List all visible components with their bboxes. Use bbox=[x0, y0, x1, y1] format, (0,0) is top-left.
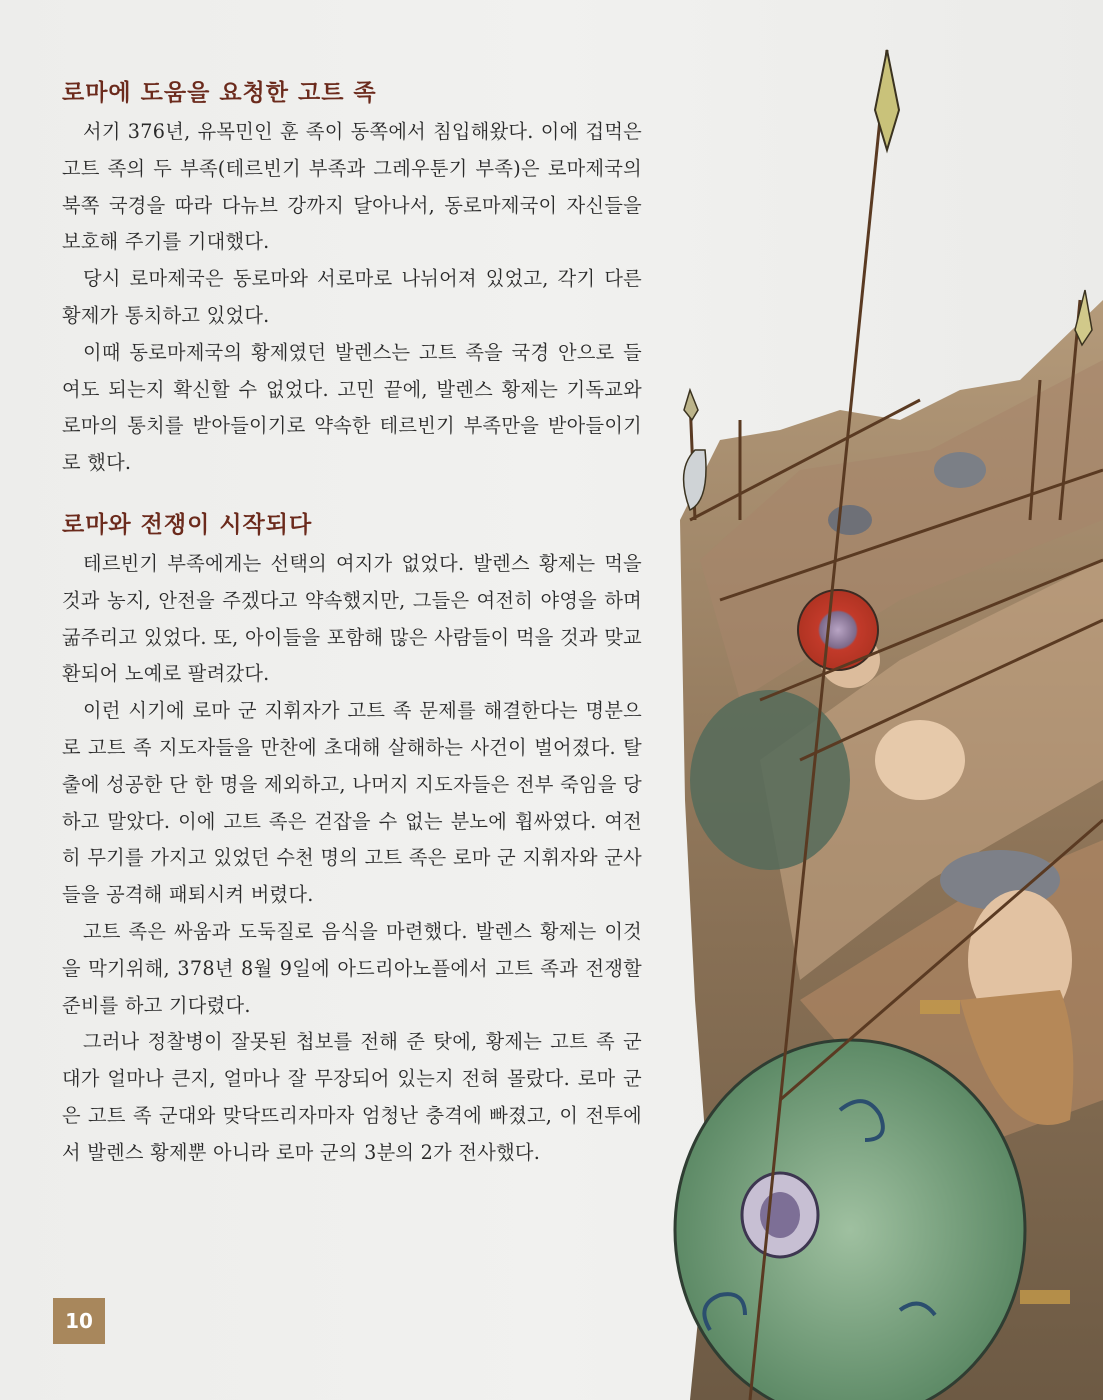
helmet bbox=[828, 505, 872, 535]
dark-shield bbox=[690, 690, 850, 870]
warrior-face bbox=[875, 720, 965, 800]
spear-head bbox=[684, 390, 698, 420]
section-title: 로마에 도움을 요청한 고트 족 bbox=[62, 80, 377, 106]
green-shield bbox=[675, 1040, 1025, 1400]
helmet bbox=[934, 452, 986, 488]
paragraph: 당시 로마제국은 동로마와 서로마로 나뉘어져 있었고, 각기 다른 황제가 통치하고 있었다. bbox=[62, 267, 642, 327]
section-title: 로마와 전쟁이 시작되다 bbox=[62, 512, 313, 538]
paragraph: 고트 족은 싸움과 도둑질로 음식을 마련했다. 발렌스 황제는 이것을 막기위해, 378년 8월 9일에 아드리아노플에서 고트 족과 전쟁할 준비를 하고 기다렸다. bbox=[62, 919, 642, 1017]
page-number-badge: 10 bbox=[53, 1298, 105, 1344]
paragraph: 서기 376년, 유목민인 훈 족이 동쪽에서 침입해왔다. 이에 겁먹은 고트 족의 두 부족(테르빈기 부족과 그레우툰기 부족)은 로마제국의 북쪽 국경을 따라 다뉴브 강까지 달아나서, 동로마제국이 자신들을 보호해 주기를 기대했다. bbox=[62, 120, 642, 254]
paragraph: 테르빈기 부족에게는 선택의 여지가 없었다. 발렌스 황제는 먹을 것과 농지, 안전을 주겠다고 약속했지만, 그들은 여전히 야영을 하며 굶주리고 있었다. 또, 아이들을 포함해 많은 사람들이 먹을 것과 맞교환되어 노예로 팔려갔다. bbox=[62, 552, 642, 686]
section-goths-request bbox=[62, 78, 642, 482]
paragraph: 이때 동로마제국의 황제였던 발렌스는 고트 족을 국경 안으로 들여도 되는지 확신할 수 없었다. 고민 끝에, 발렌스 황제는 기독교와 로마의 통치를 받아들이기로 약속한 테르빈기 부족만을 받아들이기로 했다. bbox=[62, 340, 642, 475]
text-column bbox=[62, 78, 642, 1164]
paragraph: 그러나 정찰병이 잘못된 첩보를 전해 준 탓에, 황제는 고트 족 군대가 얼마나 큰지, 얼마나 잘 무장되어 있는지 전혀 몰랐다. 로마 군은 고트 족 군대와 맞닥뜨리자마자 엄청난 충격에 빠졌고, 이 전투에서 발렌스 황제뿐 아니라 로마 군의 3분의 2가 전사했다. bbox=[62, 1030, 642, 1164]
section-war-begins bbox=[62, 510, 642, 1172]
battle-illustration bbox=[600, 0, 1103, 1400]
paragraph: 이런 시기에 로마 군 지휘자가 고트 족 문제를 해결한다는 명분으로 고트 족 지도자들을 만찬에 초대해 살해하는 사건이 벌어졌다. 탈출에 성공한 단 한 명을 제외하고, 나머지 지도자들은 전부 죽임을 당하고 말았다. 이에 고트 족은 걷잡을 수 없는 분노에 휩싸였다. 여전히 무기를 가지고 있었던 수천 명의 고트 족은 로마 군 지휘자와 군사들을 공격해 패퇴시켜 버렸다. bbox=[62, 699, 642, 907]
